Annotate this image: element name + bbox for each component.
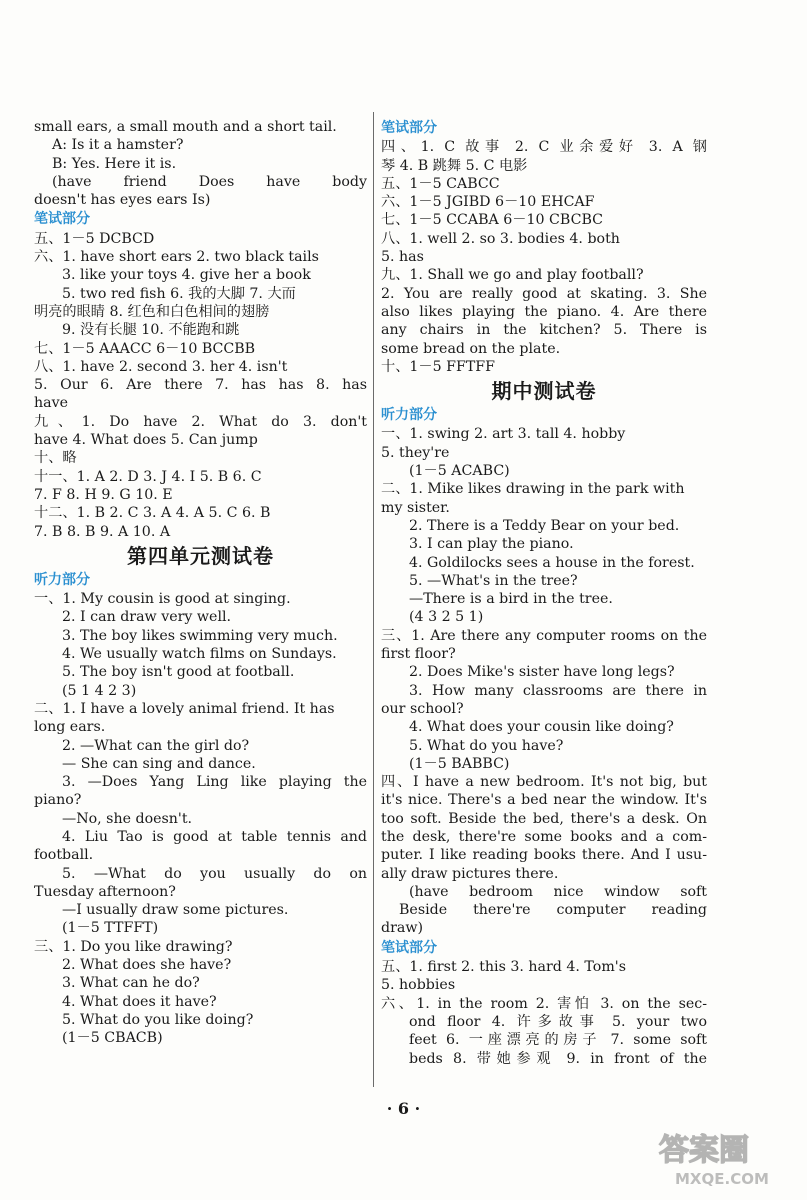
- left-column: [34, 118, 367, 1048]
- text-line: 2. There is a Teddy Bear on your bed.: [409, 517, 680, 534]
- text-line: 九、1. Do have 2. What do 3. don't: [34, 413, 367, 430]
- text-line: 八、1. well 2. so 3. bodies 4. both: [381, 230, 620, 247]
- text-line: 明亮的眼睛 8. 红色和白色相间的翅膀: [34, 303, 270, 320]
- text-line: — She can sing and dance.: [62, 755, 256, 772]
- text-line: have 4. What does 5. Can jump: [34, 432, 258, 449]
- text-line: puter. I like reading books there. And I usu-: [381, 847, 707, 864]
- text-line: 六、1. have short ears 2. two black tails: [34, 249, 319, 266]
- text-line: 4. We usually watch films on Sundays.: [62, 646, 337, 663]
- text-line: 5. they're: [381, 444, 450, 461]
- text-line: 9. 没有长腿 10. 不能跑和跳: [62, 322, 240, 339]
- section-heading: 笔试部分: [381, 939, 437, 956]
- text-line: too soft. Beside the bed, there's a desk. On: [381, 810, 707, 827]
- text-line: ally draw pictures there.: [381, 865, 559, 882]
- text-line: 琴 4. B 跳舞 5. C 电影: [381, 157, 528, 174]
- text-line: also likes playing the piano. 4. Are there: [381, 303, 707, 320]
- text-line: the desk, there're some books and a com-: [381, 828, 707, 845]
- text-line: any chairs in the kitchen? 5. There is: [381, 322, 707, 339]
- text-line: 3. What can he do?: [62, 975, 200, 992]
- text-line: 5. hobbies: [381, 977, 456, 994]
- text-line: 5. two red fish 6. 我的大脚 7. 大而: [62, 285, 296, 302]
- text-line: small ears, a small mouth and a short tail.: [34, 119, 337, 135]
- watermark-url: MXQE.COM: [675, 1170, 769, 1188]
- text-line: 2. What does she have?: [62, 957, 232, 974]
- text-line: (1－5 CBACB): [62, 1030, 163, 1047]
- text-line: (4 3 2 5 1): [409, 609, 484, 626]
- text-line: 四、1. C 故事 2. C 业余爱好 3. A 钢: [381, 139, 707, 156]
- text-line: 十、略: [34, 450, 77, 467]
- text-line: 5. Our 6. Are there 7. has has 8. has: [34, 377, 367, 394]
- text-line: 十二、1. B 2. C 3. A 4. A 5. C 6. B: [34, 505, 271, 522]
- text-line: B: Yes. Here it is.: [52, 155, 177, 172]
- text-line: 3. How many classrooms are there in: [409, 682, 707, 699]
- section-heading: 笔试部分: [381, 120, 437, 136]
- text-line: 五、1－5 DCBCD: [34, 230, 155, 247]
- text-line: 5. What do you like doing?: [62, 1011, 254, 1028]
- text-line: my sister.: [381, 499, 450, 516]
- text-line: 十、1－5 FFTFF: [381, 358, 495, 375]
- text-line: 5. What do you have?: [409, 737, 564, 754]
- text-line: 3. I can play the piano.: [409, 536, 574, 553]
- text-line: 2. I can draw very well.: [62, 609, 232, 626]
- text-line: 三、1. Are there any computer rooms on the: [381, 627, 707, 644]
- page-number: · 6 ·: [386, 1099, 421, 1118]
- section-heading: 听力部分: [381, 407, 437, 424]
- text-line: some bread on the plate.: [381, 340, 561, 357]
- text-line: beds 8. 带她参观 9. in front of the: [409, 1050, 707, 1067]
- right-column: [381, 118, 707, 1068]
- text-line: 八、1. have 2. second 3. her 4. isn't: [34, 358, 288, 375]
- text-line: 一、1. swing 2. art 3. tall 4. hobby: [381, 426, 626, 443]
- text-line: (1－5 TTFFT): [62, 920, 159, 937]
- text-line: our school?: [381, 700, 464, 717]
- text-line: 二、1. I have a lovely animal friend. It has: [34, 700, 335, 717]
- text-line: 五、1. first 2. this 3. hard 4. Tom's: [381, 959, 626, 976]
- text-line: feet 6. 一座漂亮的房子 7. some soft: [409, 1032, 707, 1049]
- text-line: 3. The boy likes swimming very much.: [62, 627, 338, 644]
- text-line: 3. like your toys 4. give her a book: [62, 267, 311, 284]
- text-line: 2. Does Mike's sister have long legs?: [409, 664, 675, 681]
- text-line: 一、1. My cousin is good at singing.: [34, 591, 291, 608]
- text-line: 三、1. Do you like drawing?: [34, 938, 233, 955]
- text-line: piano?: [34, 792, 82, 809]
- text-line: long ears.: [34, 719, 106, 736]
- text-line: 4. What does it have?: [62, 993, 217, 1010]
- text-line: A: Is it a hamster?: [52, 137, 184, 154]
- text-line: 2. You are really good at skating. 3. She: [381, 285, 707, 302]
- unit-title: 期中测试卷: [491, 379, 597, 404]
- text-line: 4. Goldilocks sees a house in the forest.: [409, 554, 695, 571]
- text-line: football.: [34, 847, 94, 864]
- text-line: 六、1. in the room 2. 害怕 3. on the sec-: [381, 995, 707, 1012]
- column-divider: [373, 112, 374, 1087]
- text-line: 5. —What do you usually do on: [62, 865, 367, 882]
- text-line: (1－5 BABBC): [409, 755, 510, 772]
- text-line: (have bedroom nice window soft: [409, 883, 707, 900]
- text-line: —There is a bird in the tree.: [409, 591, 613, 608]
- unit-title: 第四单元测试卷: [127, 543, 274, 568]
- text-line: 5. —What's in the tree?: [409, 572, 578, 589]
- text-line: 四、I have a new bedroom. It's not big, but: [381, 774, 707, 791]
- text-line: 二、1. Mike likes drawing in the park with: [381, 481, 685, 498]
- watermark-logo: [657, 1124, 797, 1192]
- text-line: doesn't has eyes ears Is): [34, 192, 211, 209]
- text-line: —No, she doesn't.: [62, 810, 193, 827]
- text-line: (have friend Does have body: [52, 173, 367, 190]
- text-line: 五、1－5 CABCC: [381, 175, 500, 192]
- text-line: 5. has: [381, 249, 424, 266]
- text-line: 七、1－5 CCABA 6－10 CBCBC: [381, 212, 603, 229]
- text-line: 3. —Does Yang Ling like playing the: [62, 774, 367, 791]
- text-line: it's nice. There's a bed near the window. It's: [381, 792, 707, 809]
- text-line: —I usually draw some pictures.: [62, 902, 289, 919]
- text-line: Beside there're computer reading: [399, 902, 707, 919]
- text-line: 5. The boy isn't good at football.: [62, 664, 295, 681]
- section-heading: 听力部分: [34, 571, 90, 588]
- text-line: 六、1－5 JGIBD 6－10 EHCAF: [381, 194, 595, 211]
- text-line: 十一、1. A 2. D 3. J 4. I 5. B 6. C: [34, 468, 262, 485]
- text-line: 7. B 8. B 9. A 10. A: [34, 523, 171, 540]
- watermark-brand: 答案圈: [659, 1133, 749, 1168]
- text-line: first floor?: [381, 646, 456, 663]
- text-line: ond floor 4. 许多故事 5. your two: [409, 1013, 707, 1030]
- text-line: 九、1. Shall we go and play football?: [381, 267, 644, 284]
- text-line: draw): [381, 920, 424, 937]
- text-line: have: [34, 395, 69, 412]
- text-line: 4. Liu Tao is good at table tennis and: [62, 828, 367, 845]
- section-heading: 笔试部分: [34, 211, 90, 228]
- text-line: 7. F 8. H 9. G 10. E: [34, 486, 173, 503]
- text-line: 2. —What can the girl do?: [62, 737, 250, 754]
- text-line: (1－5 ACABC): [409, 463, 510, 480]
- text-line: 七、1－5 AAACC 6－10 BCCBB: [34, 340, 256, 357]
- text-line: Tuesday afternoon?: [34, 883, 176, 900]
- text-line: (5 1 4 2 3): [62, 682, 137, 699]
- text-line: 4. What does your cousin like doing?: [409, 719, 674, 736]
